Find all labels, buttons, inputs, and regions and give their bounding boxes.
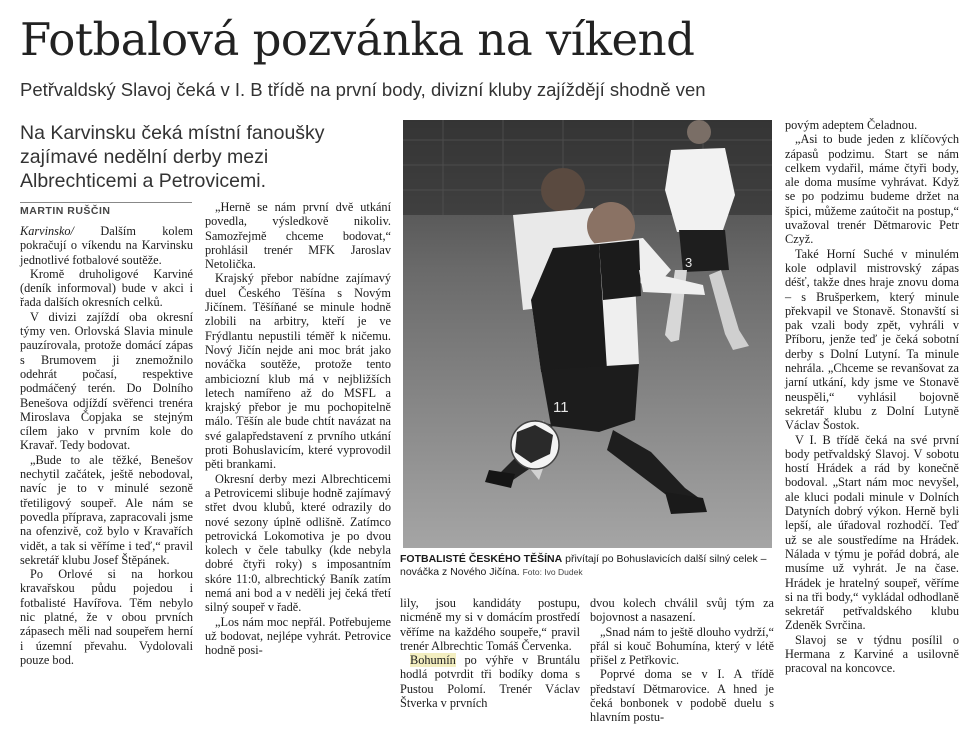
paragraph: povým adeptem Čeladnou.: [785, 118, 918, 132]
article-column-2: [205, 200, 391, 658]
article-subheadline: Petřvaldský Slavoj čeká v I. B třídě na první body, divizní kluby zajíždějí shodně ven: [20, 79, 706, 100]
paragraph: Také Horní Suché v minulém kole odplavil mistrovský zápas déšť, takže dnes hraje znovu doma – s Brušperkem, který minule překvapil ve Stonavě. Stonavští si pak vzali body zpět, vyhráli v Příboru, jenže teď je čeká sobotní derby s Dolní Lutyní. Ta minule nehrála. „Chceme se revanšovat za jarní utkání, kdy jsme ve Stonavě neuspěli,“ vyhlásil bojovně sekretář klubu z Dolní Lutyně Václav Šostok.: [785, 246, 959, 433]
paragraph: Karvinsko/ Dalším kolem pokračují o víkendu na Karvinsku jednotlivé fotbalové soutěže.: [20, 224, 193, 267]
photo-credit: Foto: Ivo Dudek: [522, 567, 583, 577]
paragraph: Poprvé doma se v I. A třídě představí Dětmarovice. A hned je čeká bonbonek v podobě duelu s hlavním postu-: [590, 667, 774, 725]
paragraph: V I. B třídě čeká na své první body petřvaldský Slavoj. V sobotu hostí Hrádek a rád by konečně bodoval. „Start nám moc nevyšel, ale kluci podali minule v Dolních Datyních dobrý výkon. Herně byli lepší, ale úřadoval rozhodčí. Teď už se ale soustředíme na Hrádek. Nálada v týmu je pořád dobrá, ale musíme už vyhrát. Je na čase. Hrádek je hratelný soupeř, věříme si na tři body,“ vykládal odhodlaně sekretář petřvaldského klubu Zdeněk Svrčina.: [785, 432, 959, 633]
author-byline: MARTIN RUŠČIN: [20, 202, 192, 217]
article-column-5: [785, 118, 959, 676]
caption-text: přivítají po Bohuslavicích další silný celek – nováčka z Nového Jičína.: [400, 553, 767, 578]
paragraph: „Snad nám to ještě dlouho vydrží,“ přál si kouč Bohumína, který v létě přišel z Petřkovic.: [590, 624, 774, 668]
paragraph: Po Orlové si na horkou kravařskou půdu pojedou i fotbalisté Havířova. Těm nebylo nic platné, že v obou prvních zápasech měli nad soupeřem herní i územní převahu. Vydolovali pouze bod.: [20, 567, 193, 667]
dateline: Karvinsko/: [20, 224, 74, 238]
paragraph: Kromě druholigové Karviné (deník informoval) bude v akci i řada dalších okresních celků.: [20, 266, 193, 310]
football-players-photo: [403, 120, 772, 548]
paragraph: Krajský přebor nabídne zajímavý duel Českého Těšína s Novým Jičínem. Těšíňané se minule hodně zlobili na arbitry, kteří je ve Frýdlantu nepustili téměř k ničemu. Nový Jičín nejde ani moc brát jako nováčka soutěže, protože tento ambiciozní klub má v nejbližších letech namířeno až do MSFL a krajský přebor je mu pochopitelně málo. Těšín ale bude chtít navázat na své galapředstavení z prvního utkání proti Bohuslavicím, které vyprovodil pěti brankami.: [205, 271, 391, 472]
article-headline: Fotbalová pozvánka na víkend: [20, 13, 695, 66]
paragraph: „Bude to ale těžké, Benešov nechytil začátek, ještě nebodoval, navíc je to v minulé sezoně třetiligový soupeř. Ale nám se povedla příprava, zapracovali jsme na ofenzivě, což bylo v Kravařích vidět, a tak si věříme i teď,“ pravil sekretář klubu Josef Štěpánek.: [20, 452, 193, 567]
jersey-number-right: 3: [685, 255, 693, 270]
paragraph: dvou kolech chválil svůj tým za bojovnost a nasazení.: [590, 596, 774, 625]
football: [511, 421, 559, 469]
paragraph: lily, jsou kandidáty postupu, nicméně my si v domácím prostředí věříme na každého soupeře,“ pravil trenér Albrechtic Tomáš Červenka.: [400, 596, 580, 653]
article-column-3: [400, 596, 580, 710]
paragraph: „Los nám moc nepřál. Potřebujeme už bodovat, nejlépe vyhrát. Petrovice hodně posi-: [205, 614, 391, 658]
article-column-4: [590, 596, 774, 725]
highlighted-word: Bohumín: [410, 653, 456, 668]
paragraph: Okresní derby mezi Albrechticemi a Petrovicemi slibuje hodně zajímavý střet dvou klubů, které odrazily do nové sezony úplně odlišně. Zatímco petrovická Lokomotiva je po dvou kolech v čele tabulky (kde nebyla dobré čtyři roky) s imposantním skóre 11:0, albrechtický Baník zatím nemá ani bod a v neděli jej čeká třetí silný soupeř v řadě.: [205, 471, 391, 615]
paragraph: Bohumín po výhře v Bruntálu hodlá potvrdit tři bodíky doma s Pustou Polomí. Trenér Václav Štverka v prvních: [400, 653, 580, 711]
paragraph: „Herně se nám první dvě utkání povedla, výsledkově nikoliv. Samozřejmě chceme bodovat,“ prohlásil trenér MFK Jaroslav Netolička.: [205, 200, 391, 272]
article-photo: [403, 120, 772, 548]
paragraph: Slavoj se v týdnu posílil o Hermana z Karviné a usilovně pracoval na koncovce.: [785, 632, 959, 676]
jersey-number-left: 11: [553, 399, 569, 416]
article-column-1: [20, 224, 193, 667]
caption-head: FOTBALISTÉ ČESKÉHO TĚŠÍNA: [400, 553, 563, 565]
article-lead: Na Karvinsku čeká místní fanoušky zajímavé nedělní derby mezi Albrechticemi a Petrovicemi.: [20, 122, 325, 192]
photo-caption: [400, 553, 774, 579]
paragraph: „Asi to bude jeden z klíčových zápasů podzimu. Start se nám celkem vydařil, máme čtyři body, ale doma musíme vyhrávat. Když se po podzimu budeme držet na špici, můžeme zaútočit na postup,“ uvažoval trenér Dětmarovic Petr Czyž.: [785, 132, 959, 247]
paragraph: V divizi zajíždí oba okresní týmy ven. Orlovská Slavia minule pauzírovala, protože domácí zápas s Brumovem ji znemožnilo odehrát počasí, respektive podmáčený terén. Do Dolního Benešova odjíždí svěřenci trenéra Miroslava Čopjaka se stejným cílem jako v prvním kole do Kravař. Tedy bodovat.: [20, 309, 193, 453]
